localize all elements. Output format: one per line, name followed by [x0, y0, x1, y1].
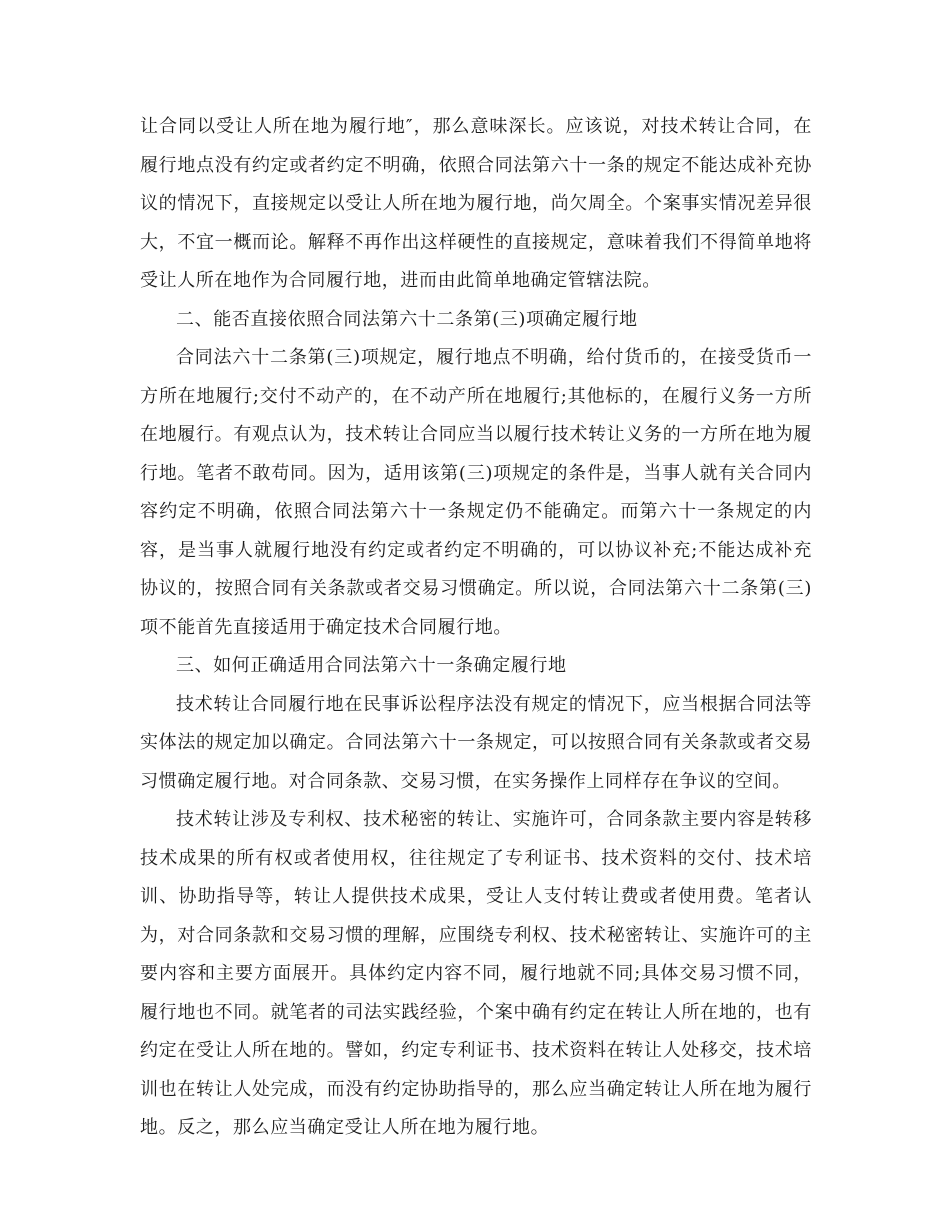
- document-body: [140, 108, 812, 1148]
- paragraph-continuation: 让合同以受让人所在地为履行地″，那么意味深长。应该说，对技术转让合同，在履行地点没有约定或者约定不明确，依照合同法第六十一条的规定不能达成补充协议的情况下，直接规定以受让人所在地为履行地，尚欠周全。个案事实情况差异很大，不宜一概而论。解释不再作出这样硬性的直接规定，意味着我们不得简单地将受让人所在地作为合同履行地，进而由此简单地确定管辖法院。: [140, 116, 812, 291]
- paragraph-technology-transfer: 技术转让涉及专利权、技术秘密的转让、实施许可，合同条款主要内容是转移技术成果的所有权或者使用权，往往规定了专利证书、技术资料的交付、技术培训、协助指导等，转让人提供技术成果，受让人支付转让费或者使用费。笔者认为，对合同条款和交易习惯的理解，应围绕专利权、技术秘密转让、实施许可的主要内容和主要方面展开。具体约定内容不同，履行地就不同;具体交易习惯不同，履行地也不同。就笔者的司法实践经验，个案中确有约定在转让人所在地的，也有约定在受让人所在地的。譬如，约定专利证书、技术资料在转让人处移交，技术培训也在转让人处完成，而没有约定协助指导的，那么应当确定转让人所在地为履行地。反之，那么应当确定受让人所在地为履行地。: [140, 809, 812, 1138]
- section-heading-2: 二、能否直接依照合同法第六十二条第(三)项确定履行地: [176, 308, 638, 330]
- paragraph-article-61: 技术转让合同履行地在民事诉讼程序法没有规定的情况下，应当根据合同法等实体法的规定加以确定。合同法第六十一条规定，可以按照合同有关条款或者交易习惯确定履行地。对合同条款、交易习惯，在实务操作上同样存在争议的空间。: [140, 693, 812, 792]
- paragraph-article-62: 合同法六十二条第(三)项规定，履行地点不明确，给付货币的，在接受货币一方所在地履行;交付不动产的，在不动产所在地履行;其他标的，在履行义务一方所在地履行。有观点认为，技术转让合同应当以履行技术转让义务的一方所在地为履行地。笔者不敢苟同。因为，适用该第(三)项规定的条件是，当事人就有关合同内容约定不明确，依照合同法第六十一条规定仍不能确定。而第六十一条规定的内容，是当事人就履行地没有约定或者约定不明确的，可以协议补充;不能达成补充协议的，按照合同有关条款或者交易习惯确定。所以说，合同法第六十二条第(三)项不能首先直接适用于确定技术合同履行地。: [140, 347, 812, 638]
- section-heading-3: 三、如何正确适用合同法第六十一条确定履行地: [176, 655, 567, 676]
